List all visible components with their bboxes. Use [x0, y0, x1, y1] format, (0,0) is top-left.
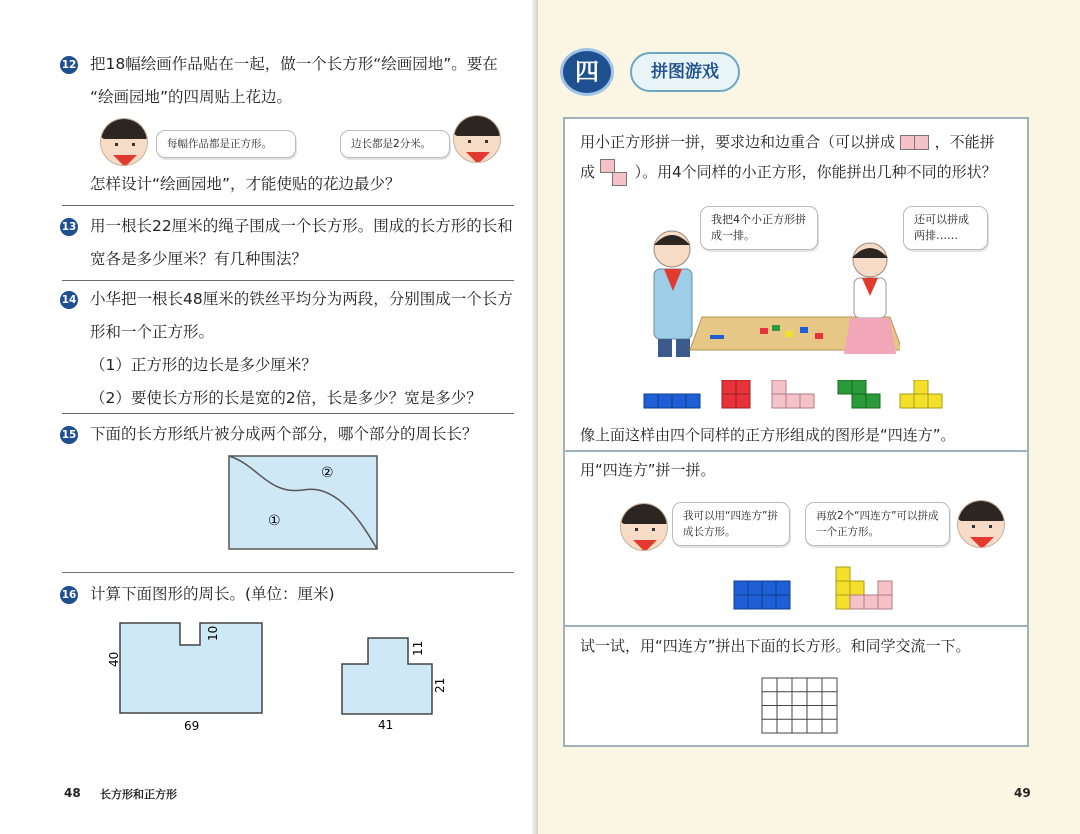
divider [563, 625, 1029, 627]
problem-13 [62, 210, 514, 276]
intro-text: ，不能拼 [934, 133, 995, 151]
girl-avatar [957, 500, 1005, 548]
problem-text: 下面的长方形纸片被分成两个部分，哪个部分的周长长？ [90, 425, 478, 443]
page-number: 49 [1014, 786, 1031, 800]
task-2-text: 用“四连方”拼一拼。 [580, 461, 716, 479]
problem-12-question [62, 168, 514, 201]
problem-text-line1: 小华把一根长48厘米的铁丝平均分为两段，分别围成一个长方 [90, 290, 513, 308]
divider [62, 413, 514, 414]
intro-line-2 [580, 157, 997, 187]
page-number: 48 [64, 786, 81, 800]
region-label-2: ② [321, 465, 334, 481]
problem-text-line2: “绘画园地”的四周贴上花边。 [90, 88, 293, 106]
region-label-1: ① [268, 513, 281, 529]
tetromino-t [900, 380, 942, 408]
footer-title: 长方形和正方形 [100, 788, 177, 801]
disallowed-shape-icon [600, 159, 630, 187]
problem-16 [62, 578, 514, 611]
divider [62, 572, 514, 573]
problem-text-line1: 把18幅绘画作品贴在一起，做一个长方形“绘画园地”。要在 [90, 55, 498, 73]
boy-avatar [620, 503, 668, 551]
problem-14 [62, 283, 514, 415]
perimeter-figure-2 [330, 630, 450, 735]
problem-number: 15 [60, 426, 78, 444]
problem-15 [62, 418, 514, 451]
speech-bubble-boy: 我可以用“四连方”拼成长方形。 [672, 502, 790, 546]
intro-text: 成 [580, 163, 596, 181]
target-rectangle-grid [760, 676, 840, 736]
section-title: 拼图游戏 [630, 52, 740, 92]
question-text: 怎样设计“绘画园地”，才能使贴的花边最少？ [90, 175, 401, 193]
section-number-icon: 四 [560, 48, 614, 96]
problem-12 [62, 48, 514, 114]
tetromino-i [644, 394, 700, 408]
dim-top: 11 [411, 640, 425, 656]
dim-width: 41 [378, 718, 394, 732]
tetromino-s [838, 380, 880, 408]
intro-text: 用小正方形拼一拼，要求边和边重合（可以拼成 [580, 133, 896, 151]
speech-bubble-girl: 再放2个“四连方”可以拼成一个正方形。 [805, 502, 950, 546]
speech-bubble-boy: 每幅作品都是正方形。 [156, 130, 296, 158]
perimeter-figure-1 [100, 615, 280, 735]
dim-height: 40 [107, 651, 121, 667]
problem-number: 13 [60, 218, 78, 236]
allowed-shape-icon [900, 135, 930, 150]
tetromino-row [640, 380, 950, 415]
girl-avatar [453, 115, 501, 163]
sub-question-1: （1）正方形的边长是多少厘米？ [90, 356, 317, 374]
boy-avatar [100, 118, 148, 166]
sub-question-2: （2）要使长方形的长是宽的2倍，长是多少？宽是多少？ [90, 389, 482, 407]
problem-text-line2: 形和一个正方形。 [90, 323, 215, 341]
task-3-text: 试一试，用“四连方”拼出下面的长方形。和同学交流一下。 [580, 637, 971, 655]
divider [563, 450, 1029, 452]
intro-line-1 [580, 127, 995, 157]
speech-bubble-girl: 边长都是2分米。 [340, 130, 450, 158]
divided-rectangle-figure [228, 455, 380, 551]
dim-right: 21 [433, 677, 447, 693]
girl-illustration [840, 240, 900, 365]
divider [62, 280, 514, 281]
tetromino-l [772, 380, 814, 408]
problem-text-line2: 宽各是多少厘米？有几种围法？ [90, 250, 308, 268]
dim-notch: 10 [206, 625, 220, 641]
tetromino-definition: 像上面这样由四个同样的正方形组成的图形是“四连方”。 [580, 426, 956, 444]
problem-text: 计算下面图形的周长。(单位：厘米) [90, 585, 335, 603]
tetromino-o [722, 380, 750, 408]
blue-rectangle [734, 581, 790, 609]
left-page [0, 0, 538, 834]
yellow-pink-composition [836, 567, 892, 609]
problem-text-line1: 用一根长22厘米的绳子围成一个长方形。围成的长方形的长和 [90, 217, 513, 235]
dim-width: 69 [184, 719, 200, 733]
problem-number: 12 [60, 56, 78, 74]
divider [62, 205, 514, 206]
speech-bubble-girl: 还可以拼成两排…… [903, 206, 988, 250]
problem-number: 16 [60, 586, 78, 604]
intro-text: ）。用4个同样的小正方形，你能拼出几种不同的形状？ [634, 163, 997, 181]
problem-number: 14 [60, 291, 78, 309]
tetromino-composition [730, 563, 900, 613]
speech-bubble-boy: 我把4个小正方形拼成一排。 [700, 206, 818, 250]
